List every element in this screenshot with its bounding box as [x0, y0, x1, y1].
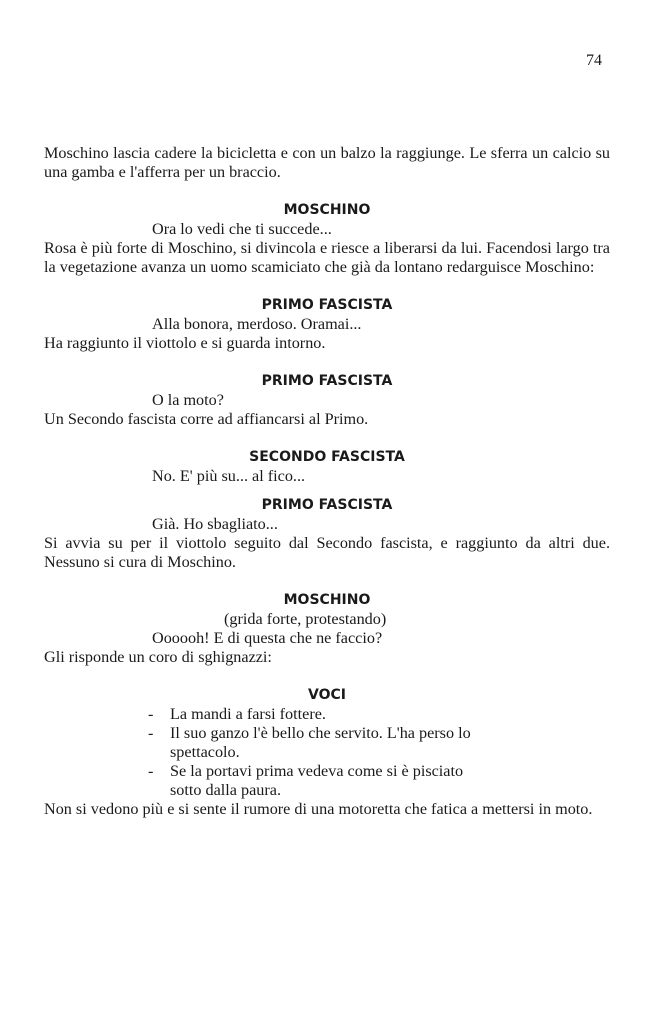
action-paragraph: Si avvia su per il viottolo seguito dal Secondo fascista, e raggiunto da altri due. Nessuno si cura di Moschino.	[44, 534, 610, 571]
character-name: PRIMO FASCISTA	[261, 373, 393, 389]
list-item-text: La mandi a farsi fottere.	[170, 705, 326, 723]
action-paragraph: Moschino lascia cadere la bicicletta e con un balzo la raggiunge. Le sferra un calcio su una gamba e l'afferra per un braccio.	[44, 144, 610, 181]
dialogue-line: O la moto?	[152, 391, 224, 409]
dialogue-block	[44, 201, 610, 239]
dash-marker: -	[148, 705, 154, 723]
action-paragraph: Gli risponde un coro di sghignazzi:	[44, 648, 272, 666]
dialogue-line: Alla bonora, merdoso. Oramai...	[152, 315, 362, 333]
character-name: PRIMO FASCISTA	[261, 297, 393, 313]
script-body	[44, 144, 610, 819]
voices-block	[44, 686, 610, 800]
dialogue-block	[44, 372, 610, 410]
list-item	[148, 705, 493, 724]
character-name: MOSCHINO	[283, 592, 371, 608]
dialogue-block	[44, 448, 610, 486]
character-name: PRIMO FASCISTA	[261, 497, 393, 513]
dialogue-line: Oooooh! E di questa che ne faccio?	[152, 629, 383, 647]
action-paragraph: Non si vedono più e si sente il rumore di una motoretta che fatica a mettersi in moto.	[44, 800, 593, 818]
voices-list	[44, 705, 493, 800]
list-item	[148, 724, 493, 762]
dialogue-line: Ora lo vedi che ti succede...	[152, 220, 332, 238]
list-item	[148, 762, 493, 800]
dash-marker: -	[148, 762, 154, 780]
page-number: 74	[586, 52, 602, 69]
action-paragraph: Rosa è più forte di Moschino, si divincola e riesce a liberarsi da lui. Facendosi largo tra la vegetazione avanza un uomo scamiciato che già da lontano redarguisce Moschino:	[44, 239, 610, 276]
character-name: SECONDO FASCISTA	[249, 449, 405, 465]
dialogue-line: Già. Ho sbagliato...	[152, 515, 278, 533]
list-item-text: Se la portavi prima vedeva come si è pisciato sotto dalla paura.	[170, 762, 464, 799]
character-name: VOCI	[308, 687, 346, 703]
dash-marker: -	[148, 724, 154, 742]
list-item-text: Il suo ganzo l'è bello che servito. L'ha perso lo spettacolo.	[170, 724, 471, 761]
parenthetical: (grida forte, protestando)	[224, 610, 387, 628]
dialogue-block	[44, 496, 610, 534]
action-paragraph: Ha raggiunto il viottolo e si guarda intorno.	[44, 334, 326, 352]
dialogue-block	[44, 296, 610, 334]
dialogue-block	[44, 591, 610, 648]
character-name: MOSCHINO	[283, 202, 371, 218]
action-paragraph: Un Secondo fascista corre ad affiancarsi al Primo.	[44, 410, 369, 428]
dialogue-line: No. E' più su... al fico...	[152, 467, 306, 485]
